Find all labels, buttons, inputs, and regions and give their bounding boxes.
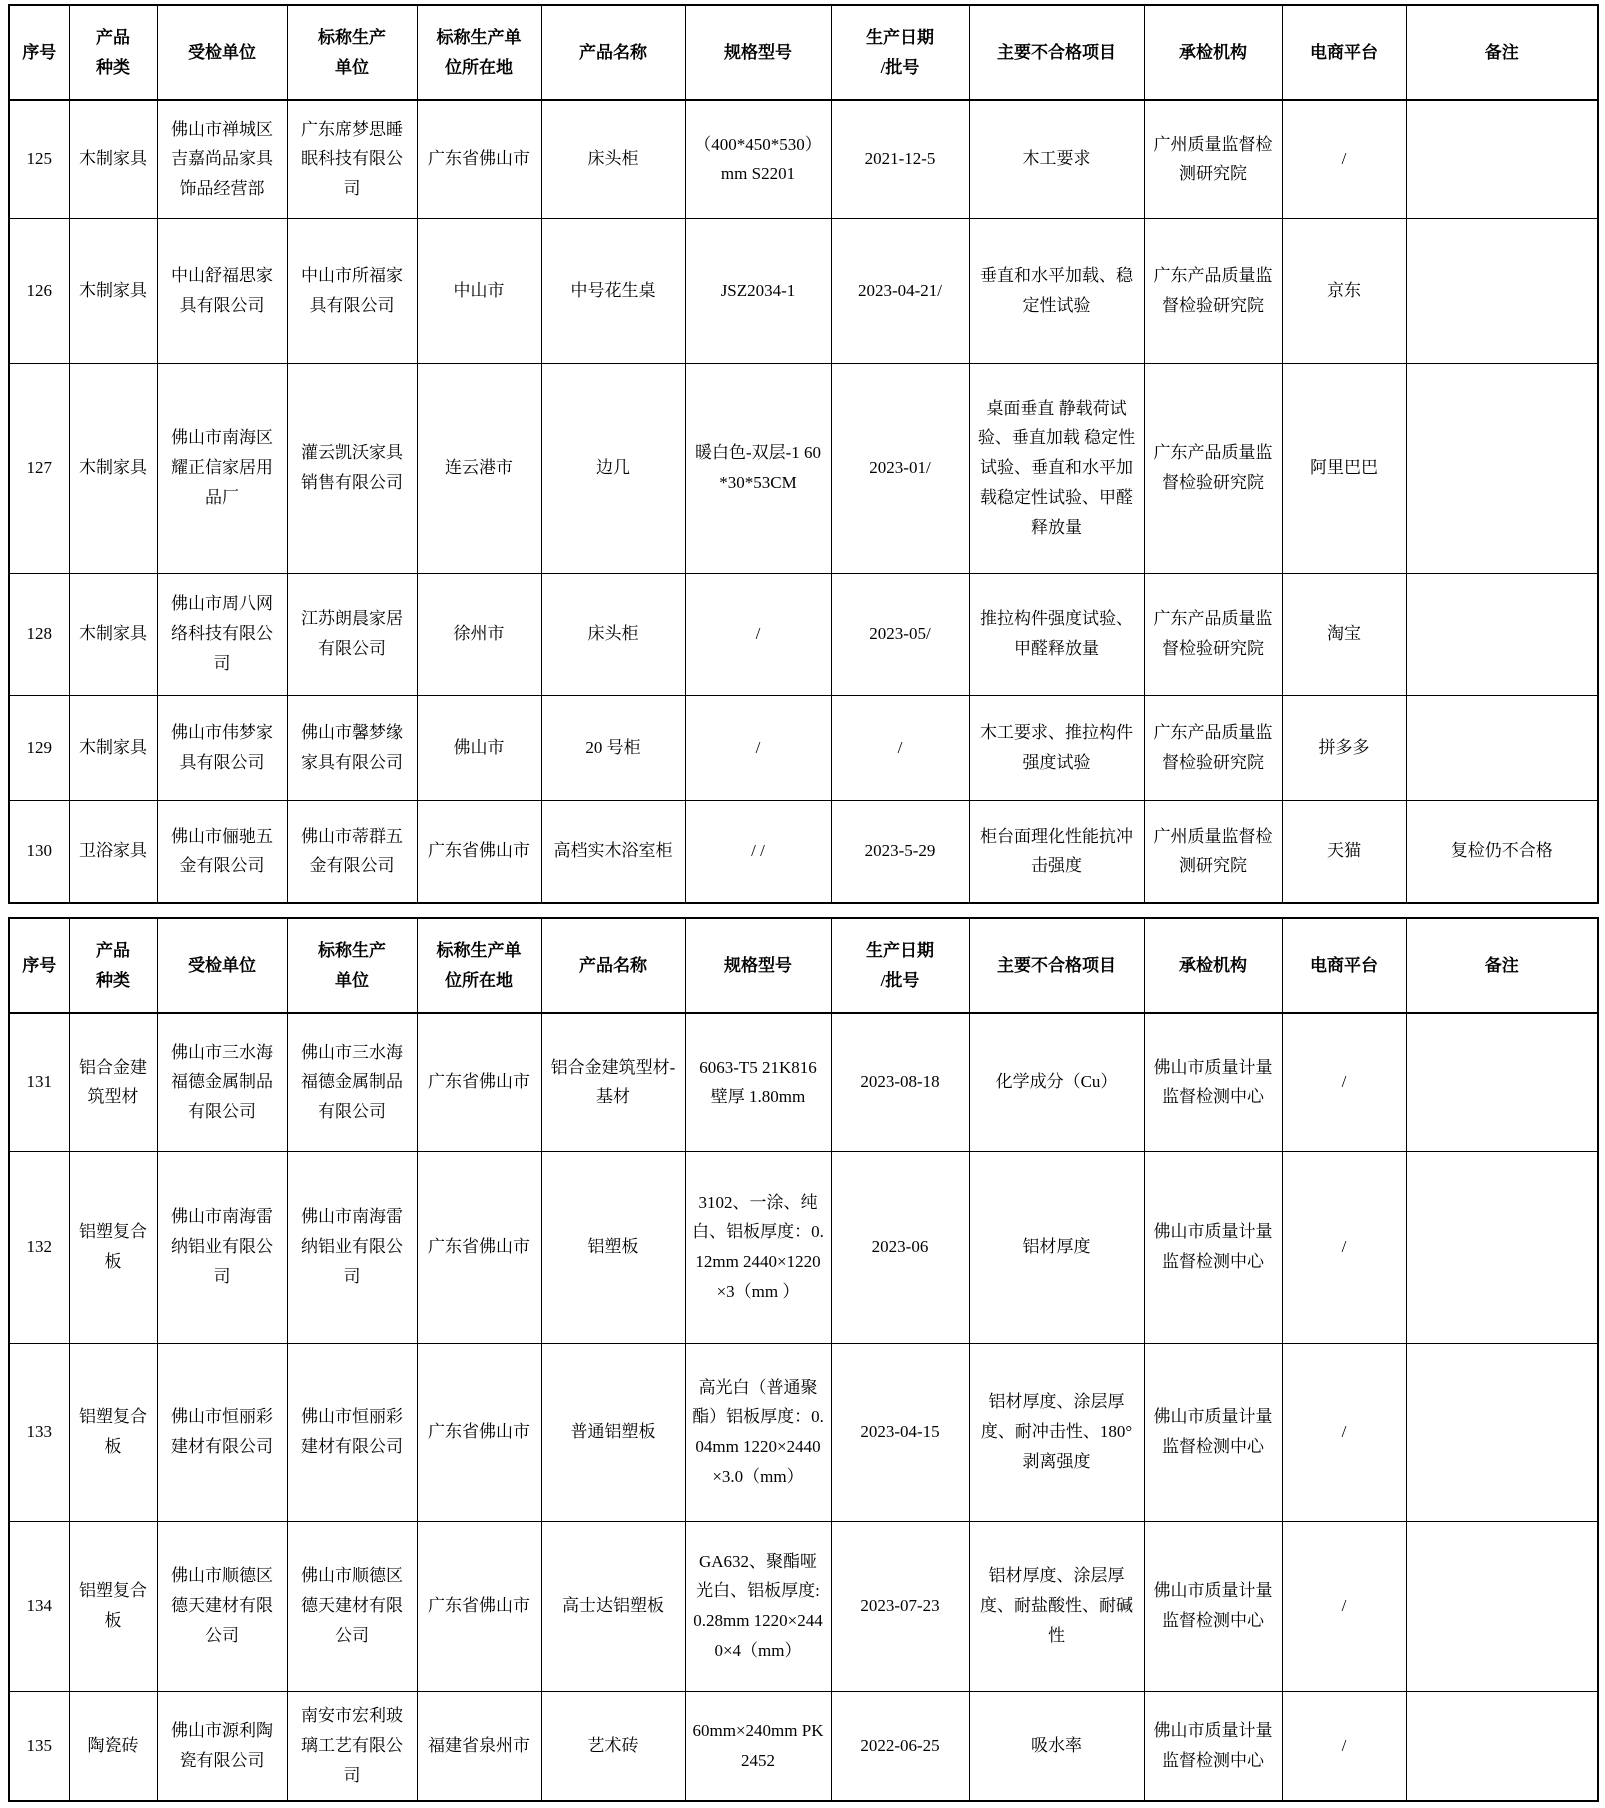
cell-remarks — [1406, 363, 1598, 573]
cell-index: 129 — [9, 695, 69, 800]
cell-ecommerce-platform: / — [1282, 1691, 1406, 1801]
cell-inspected-unit: 佛山市顺德区德天建材有限公司 — [157, 1521, 287, 1691]
table-row-131 — [9, 1013, 1598, 1151]
cell-producer: 佛山市恒丽彩建材有限公司 — [287, 1343, 417, 1521]
cell-remarks — [1406, 695, 1598, 800]
cell-inspected-unit: 佛山市俪驰五金有限公司 — [157, 800, 287, 903]
cell-inspection-agency: 佛山市质量计量监督检测中心 — [1144, 1013, 1282, 1151]
column-header-spec-model: 规格型号 — [685, 918, 831, 1013]
column-header-product-name: 产品名称 — [541, 918, 685, 1013]
cell-inspection-agency: 佛山市质量计量监督检测中心 — [1144, 1151, 1282, 1343]
cell-producer: 南安市宏利玻璃工艺有限公司 — [287, 1691, 417, 1801]
cell-producer-location: 广东省佛山市 — [417, 1521, 541, 1691]
header-row — [9, 918, 1598, 1013]
cell-category: 铝合金建筑型材 — [69, 1013, 157, 1151]
column-header-producer: 标称生产 单位 — [287, 5, 417, 100]
cell-spec-model: 3102、一涂、纯白、铝板厚度：0.12mm 2440×1220×3（mm ） — [685, 1151, 831, 1343]
cell-spec-model: / — [685, 573, 831, 695]
cell-remarks — [1406, 573, 1598, 695]
cell-producer-location: 连云港市 — [417, 363, 541, 573]
column-header-remarks: 备注 — [1406, 5, 1598, 100]
cell-producer-location: 广东省佛山市 — [417, 1013, 541, 1151]
cell-ecommerce-platform: / — [1282, 1521, 1406, 1691]
cell-inspected-unit: 佛山市源利陶瓷有限公司 — [157, 1691, 287, 1801]
column-header-inspection-agency: 承检机构 — [1144, 5, 1282, 100]
cell-production-date-batch: 2023-05/ — [831, 573, 969, 695]
cell-inspection-agency: 广州质量监督检测研究院 — [1144, 800, 1282, 903]
cell-product-name: 床头柜 — [541, 573, 685, 695]
cell-remarks — [1406, 1343, 1598, 1521]
column-header-category: 产品 种类 — [69, 918, 157, 1013]
defective-products-table-rows-131-135 — [8, 917, 1599, 1802]
cell-index: 135 — [9, 1691, 69, 1801]
cell-ecommerce-platform: 拼多多 — [1282, 695, 1406, 800]
cell-spec-model: （400*450*530）mm S2201 — [685, 100, 831, 218]
cell-remarks — [1406, 1521, 1598, 1691]
cell-failed-items: 木工要求 — [969, 100, 1144, 218]
cell-inspection-agency: 广东产品质量监督检验研究院 — [1144, 573, 1282, 695]
cell-ecommerce-platform: / — [1282, 1013, 1406, 1151]
cell-producer: 佛山市顺德区德天建材有限公司 — [287, 1521, 417, 1691]
table-row-125 — [9, 100, 1598, 218]
cell-failed-items: 铝材厚度、涂层厚度、耐盐酸性、耐碱性 — [969, 1521, 1144, 1691]
cell-failed-items: 铝材厚度、涂层厚度、耐冲击性、180°剥离强度 — [969, 1343, 1144, 1521]
cell-inspection-agency: 广东产品质量监督检验研究院 — [1144, 695, 1282, 800]
cell-ecommerce-platform: 阿里巴巴 — [1282, 363, 1406, 573]
cell-inspected-unit: 佛山市伟梦家具有限公司 — [157, 695, 287, 800]
defective-products-table-rows-125-130 — [8, 4, 1599, 904]
cell-producer-location: 徐州市 — [417, 573, 541, 695]
cell-index: 127 — [9, 363, 69, 573]
cell-ecommerce-platform: 天猫 — [1282, 800, 1406, 903]
table-row-133 — [9, 1343, 1598, 1521]
cell-inspected-unit: 佛山市禅城区吉嘉尚品家具饰品经营部 — [157, 100, 287, 218]
table-row-134 — [9, 1521, 1598, 1691]
cell-inspected-unit: 佛山市三水海福德金属制品有限公司 — [157, 1013, 287, 1151]
column-header-producer-location: 标称生产单 位所在地 — [417, 918, 541, 1013]
column-header-production-date-batch: 生产日期 /批号 — [831, 5, 969, 100]
cell-category: 木制家具 — [69, 218, 157, 363]
cell-product-name: 中号花生桌 — [541, 218, 685, 363]
cell-production-date-batch: / — [831, 695, 969, 800]
cell-spec-model: 60mm×240mm PK2452 — [685, 1691, 831, 1801]
cell-producer-location: 福建省泉州市 — [417, 1691, 541, 1801]
cell-producer-location: 广东省佛山市 — [417, 1343, 541, 1521]
cell-producer-location: 佛山市 — [417, 695, 541, 800]
cell-inspected-unit: 佛山市南海区耀正信家居用品厂 — [157, 363, 287, 573]
cell-category: 木制家具 — [69, 695, 157, 800]
cell-remarks — [1406, 1013, 1598, 1151]
cell-producer: 佛山市三水海福德金属制品有限公司 — [287, 1013, 417, 1151]
column-header-ecommerce-platform: 电商平台 — [1282, 918, 1406, 1013]
cell-failed-items: 吸水率 — [969, 1691, 1144, 1801]
cell-producer: 中山市所福家具有限公司 — [287, 218, 417, 363]
cell-producer: 灌云凯沃家具销售有限公司 — [287, 363, 417, 573]
cell-production-date-batch: 2023-04-15 — [831, 1343, 969, 1521]
cell-producer: 佛山市馨梦缘家具有限公司 — [287, 695, 417, 800]
column-header-spec-model: 规格型号 — [685, 5, 831, 100]
cell-category: 木制家具 — [69, 363, 157, 573]
cell-inspection-agency: 广东产品质量监督检验研究院 — [1144, 363, 1282, 573]
cell-failed-items: 桌面垂直 静载荷试验、垂直加载 稳定性试验、垂直和水平加载稳定性试验、甲醛释放量 — [969, 363, 1144, 573]
cell-spec-model: GA632、聚酯哑光白、铝板厚度: 0.28mm 1220×2440×4（mm） — [685, 1521, 831, 1691]
cell-failed-items: 垂直和水平加载、稳定性试验 — [969, 218, 1144, 363]
cell-product-name: 铝塑板 — [541, 1151, 685, 1343]
table-row-127 — [9, 363, 1598, 573]
cell-product-name: 普通铝塑板 — [541, 1343, 685, 1521]
column-header-production-date-batch: 生产日期 /批号 — [831, 918, 969, 1013]
cell-producer-location: 广东省佛山市 — [417, 100, 541, 218]
table-row-130 — [9, 800, 1598, 903]
cell-index: 134 — [9, 1521, 69, 1691]
cell-producer: 佛山市南海雷纳铝业有限公司 — [287, 1151, 417, 1343]
table-row-129 — [9, 695, 1598, 800]
cell-remarks — [1406, 218, 1598, 363]
cell-production-date-batch: 2023-04-21/ — [831, 218, 969, 363]
cell-remarks — [1406, 100, 1598, 218]
cell-product-name: 边几 — [541, 363, 685, 573]
cell-spec-model: / — [685, 695, 831, 800]
cell-production-date-batch: 2023-5-29 — [831, 800, 969, 903]
column-header-index: 序号 — [9, 5, 69, 100]
cell-spec-model: 暖白色-双层-1 60*30*53CM — [685, 363, 831, 573]
cell-category: 木制家具 — [69, 573, 157, 695]
cell-inspected-unit: 佛山市南海雷纳铝业有限公司 — [157, 1151, 287, 1343]
cell-inspection-agency: 佛山市质量计量监督检测中心 — [1144, 1521, 1282, 1691]
column-header-producer: 标称生产 单位 — [287, 918, 417, 1013]
column-header-inspected-unit: 受检单位 — [157, 918, 287, 1013]
column-header-failed-items: 主要不合格项目 — [969, 918, 1144, 1013]
cell-category: 铝塑复合板 — [69, 1343, 157, 1521]
cell-production-date-batch: 2021-12-5 — [831, 100, 969, 218]
cell-failed-items: 推拉构件强度试验、甲醛释放量 — [969, 573, 1144, 695]
cell-producer-location: 广东省佛山市 — [417, 800, 541, 903]
column-header-inspected-unit: 受检单位 — [157, 5, 287, 100]
cell-failed-items: 木工要求、推拉构件强度试验 — [969, 695, 1144, 800]
cell-failed-items: 铝材厚度 — [969, 1151, 1144, 1343]
cell-category: 铝塑复合板 — [69, 1521, 157, 1691]
cell-product-name: 20 号柜 — [541, 695, 685, 800]
cell-spec-model: 高光白（普通聚酯）铝板厚度：0.04mm 1220×2440×3.0（mm） — [685, 1343, 831, 1521]
cell-ecommerce-platform: / — [1282, 1151, 1406, 1343]
cell-ecommerce-platform: / — [1282, 1343, 1406, 1521]
cell-inspection-agency: 佛山市质量计量监督检测中心 — [1144, 1691, 1282, 1801]
column-header-index: 序号 — [9, 918, 69, 1013]
cell-inspected-unit: 中山舒福思家具有限公司 — [157, 218, 287, 363]
cell-category: 铝塑复合板 — [69, 1151, 157, 1343]
cell-remarks — [1406, 1691, 1598, 1801]
cell-index: 128 — [9, 573, 69, 695]
cell-inspected-unit: 佛山市恒丽彩建材有限公司 — [157, 1343, 287, 1521]
cell-category: 卫浴家具 — [69, 800, 157, 903]
cell-production-date-batch: 2022-06-25 — [831, 1691, 969, 1801]
cell-product-name: 高档实木浴室柜 — [541, 800, 685, 903]
column-header-ecommerce-platform: 电商平台 — [1282, 5, 1406, 100]
cell-failed-items: 化学成分（Cu） — [969, 1013, 1144, 1151]
column-header-inspection-agency: 承检机构 — [1144, 918, 1282, 1013]
table-row-135 — [9, 1691, 1598, 1801]
cell-inspection-agency: 佛山市质量计量监督检测中心 — [1144, 1343, 1282, 1521]
table-row-128 — [9, 573, 1598, 695]
cell-ecommerce-platform: 淘宝 — [1282, 573, 1406, 695]
cell-failed-items: 柜台面理化性能抗冲击强度 — [969, 800, 1144, 903]
cell-index: 126 — [9, 218, 69, 363]
cell-producer: 广东席梦思睡眠科技有限公司 — [287, 100, 417, 218]
cell-inspection-agency: 广东产品质量监督检验研究院 — [1144, 218, 1282, 363]
cell-category: 木制家具 — [69, 100, 157, 218]
cell-index: 133 — [9, 1343, 69, 1521]
cell-product-name: 艺术砖 — [541, 1691, 685, 1801]
cell-remarks: 复检仍不合格 — [1406, 800, 1598, 903]
table-row-132 — [9, 1151, 1598, 1343]
cell-inspected-unit: 佛山市周八网络科技有限公司 — [157, 573, 287, 695]
table-row-126 — [9, 218, 1598, 363]
cell-producer-location: 中山市 — [417, 218, 541, 363]
cell-product-name: 高士达铝塑板 — [541, 1521, 685, 1691]
cell-index: 125 — [9, 100, 69, 218]
cell-product-name: 铝合金建筑型材-基材 — [541, 1013, 685, 1151]
cell-inspection-agency: 广州质量监督检测研究院 — [1144, 100, 1282, 218]
cell-ecommerce-platform: 京东 — [1282, 218, 1406, 363]
cell-ecommerce-platform: / — [1282, 100, 1406, 218]
column-header-category: 产品 种类 — [69, 5, 157, 100]
cell-spec-model: 6063-T5 21K816 壁厚 1.80mm — [685, 1013, 831, 1151]
cell-producer-location: 广东省佛山市 — [417, 1151, 541, 1343]
column-header-remarks: 备注 — [1406, 918, 1598, 1013]
cell-producer: 江苏朗晨家居有限公司 — [287, 573, 417, 695]
cell-index: 132 — [9, 1151, 69, 1343]
cell-production-date-batch: 2023-06 — [831, 1151, 969, 1343]
cell-spec-model: JSZ2034-1 — [685, 218, 831, 363]
cell-production-date-batch: 2023-07-23 — [831, 1521, 969, 1691]
cell-product-name: 床头柜 — [541, 100, 685, 218]
cell-producer: 佛山市蒂群五金有限公司 — [287, 800, 417, 903]
cell-production-date-batch: 2023-01/ — [831, 363, 969, 573]
cell-production-date-batch: 2023-08-18 — [831, 1013, 969, 1151]
column-header-product-name: 产品名称 — [541, 5, 685, 100]
cell-spec-model: / / — [685, 800, 831, 903]
cell-index: 130 — [9, 800, 69, 903]
header-row — [9, 5, 1598, 100]
cell-remarks — [1406, 1151, 1598, 1343]
cell-index: 131 — [9, 1013, 69, 1151]
column-header-producer-location: 标称生产单 位所在地 — [417, 5, 541, 100]
column-header-failed-items: 主要不合格项目 — [969, 5, 1144, 100]
cell-category: 陶瓷砖 — [69, 1691, 157, 1801]
